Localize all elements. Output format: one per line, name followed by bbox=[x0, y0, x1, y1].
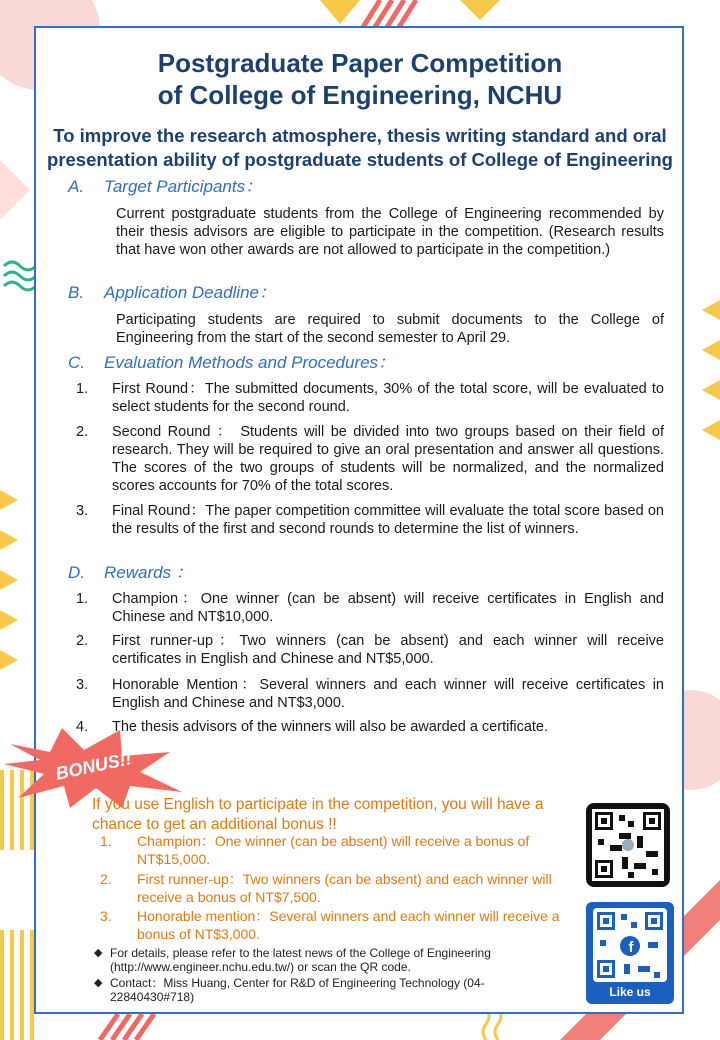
title-line-2: of College of Engineering, NCHU bbox=[157, 80, 563, 110]
list-item-number: 1. bbox=[76, 591, 89, 607]
section-a-heading bbox=[68, 176, 262, 198]
svg-text:f: f bbox=[628, 939, 634, 956]
section-a-body: Current postgraduate students from the College of Engineering recommended by their thesis advisors are eligible to participate in the competition. (Research results that have won other awards are not allowed to participate in the competition.) bbox=[116, 206, 664, 258]
section-c-letter: C. bbox=[68, 353, 85, 372]
bonus-item-text: First runner-up：Two winners (can be absent) and each winner will receive a bonus of NT$7,500. bbox=[137, 871, 552, 905]
bonus-item-number: 1. bbox=[100, 833, 112, 849]
list-item-number: 2. bbox=[76, 424, 89, 440]
list-item bbox=[76, 676, 664, 712]
bonus-item-number: 2. bbox=[100, 871, 112, 887]
bonus-item-text: Champion：One winner (can be absent) will receive a bonus of NT$15,000. bbox=[137, 833, 530, 867]
note-text: Contact：Miss Huang, Center for R&D of Engineering Technology (04-22840430#718) bbox=[110, 976, 485, 1004]
list-item-text: Champion：One winner (can be absent) will receive certificates in English and Chinese and NT$10,000. bbox=[112, 591, 664, 625]
list-item-text: Honorable Mention：Several winners and each winner will receive certificates in English and Chinese and NT$3,000. bbox=[112, 677, 664, 711]
page-title bbox=[0, 47, 720, 111]
section-c-title: Evaluation Methods and Procedures： bbox=[104, 353, 396, 372]
page-subtitle bbox=[0, 124, 720, 172]
list-item-text: First Round：The submitted documents, 30% of the total score, will be evaluated to select students for the second round. bbox=[112, 381, 664, 415]
bonus-item bbox=[100, 832, 570, 868]
list-item bbox=[76, 632, 664, 668]
section-d-title: Rewards ： bbox=[104, 563, 193, 582]
list-item bbox=[76, 423, 664, 495]
diamond-bullet-icon: ◆ bbox=[94, 977, 103, 989]
diamond-bullet-icon: ◆ bbox=[94, 947, 103, 959]
note-contact bbox=[94, 976, 564, 1004]
note-text: For details, please refer to the latest news of the College of Engineering (http://www.engineer.nchu.edu.tw/) or scan the QR code. bbox=[110, 946, 491, 974]
section-b-body: Participating students are required to submit documents to the College of Engineering from the start of the second semester to April 29. bbox=[116, 312, 664, 346]
section-b-title: Application Deadline： bbox=[104, 283, 276, 302]
facebook-qr-icon[interactable] bbox=[586, 902, 674, 1004]
like-us-label: Like us bbox=[609, 985, 651, 999]
list-item-text: First runner-up：Two winners (can be absent) and each winner will receive certificates in English and Chinese and NT$5,000. bbox=[112, 633, 664, 667]
bonus-item bbox=[100, 907, 570, 943]
note-details bbox=[94, 946, 564, 974]
list-item-number: 4. bbox=[76, 719, 89, 735]
list-item-number: 2. bbox=[76, 633, 89, 649]
section-b-heading bbox=[68, 282, 276, 304]
list-item-text: The thesis advisors of the winners will also be awarded a certificate. bbox=[112, 719, 549, 735]
list-item-number: 1. bbox=[76, 381, 89, 397]
bonus-intro: If you use English to participate in the competition, you will have a chance to get an additional bonus !! bbox=[92, 796, 544, 833]
list-item-number: 3. bbox=[76, 677, 89, 693]
list-item-number: 3. bbox=[76, 503, 89, 519]
facebook-icon bbox=[620, 936, 640, 956]
section-d-heading bbox=[68, 562, 193, 584]
list-item bbox=[76, 502, 664, 538]
section-b-letter: B. bbox=[68, 283, 85, 302]
list-item bbox=[76, 380, 664, 416]
section-d-letter: D. bbox=[68, 563, 85, 582]
subtitle-line-1: To improve the research atmosphere, thesis writing standard and oral bbox=[53, 125, 667, 146]
list-item bbox=[76, 590, 664, 626]
bonus-item bbox=[100, 870, 570, 906]
bonus-item-text: Honorable mention：Several winners and each winner will receive a bonus of NT$3,000. bbox=[137, 908, 560, 942]
section-c-heading bbox=[68, 352, 395, 374]
subtitle-line-2: presentation ability of postgraduate students of College of Engineering bbox=[47, 149, 673, 170]
section-a-title: Target Participants： bbox=[104, 177, 263, 196]
title-line-1: Postgraduate Paper Competition bbox=[157, 48, 563, 78]
bonus-badge-label: BONUS!! bbox=[53, 748, 134, 784]
qr-code-icon[interactable] bbox=[586, 803, 670, 887]
list-item-text: Final Round：The paper competition committee will evaluate the total score based on the results of the first and second rounds to determine the list of winners. bbox=[112, 503, 664, 537]
section-a-letter: A. bbox=[68, 177, 85, 196]
bonus-item-number: 3. bbox=[100, 908, 112, 924]
list-item-text: Second Round ： Students will be divided into two groups based on their field of research. They will be required to give an oral presentation and answer all questions. The scores of the two groups of students will be normalized, and the normalized scores accounts for 70% of the total scores. bbox=[112, 424, 664, 494]
